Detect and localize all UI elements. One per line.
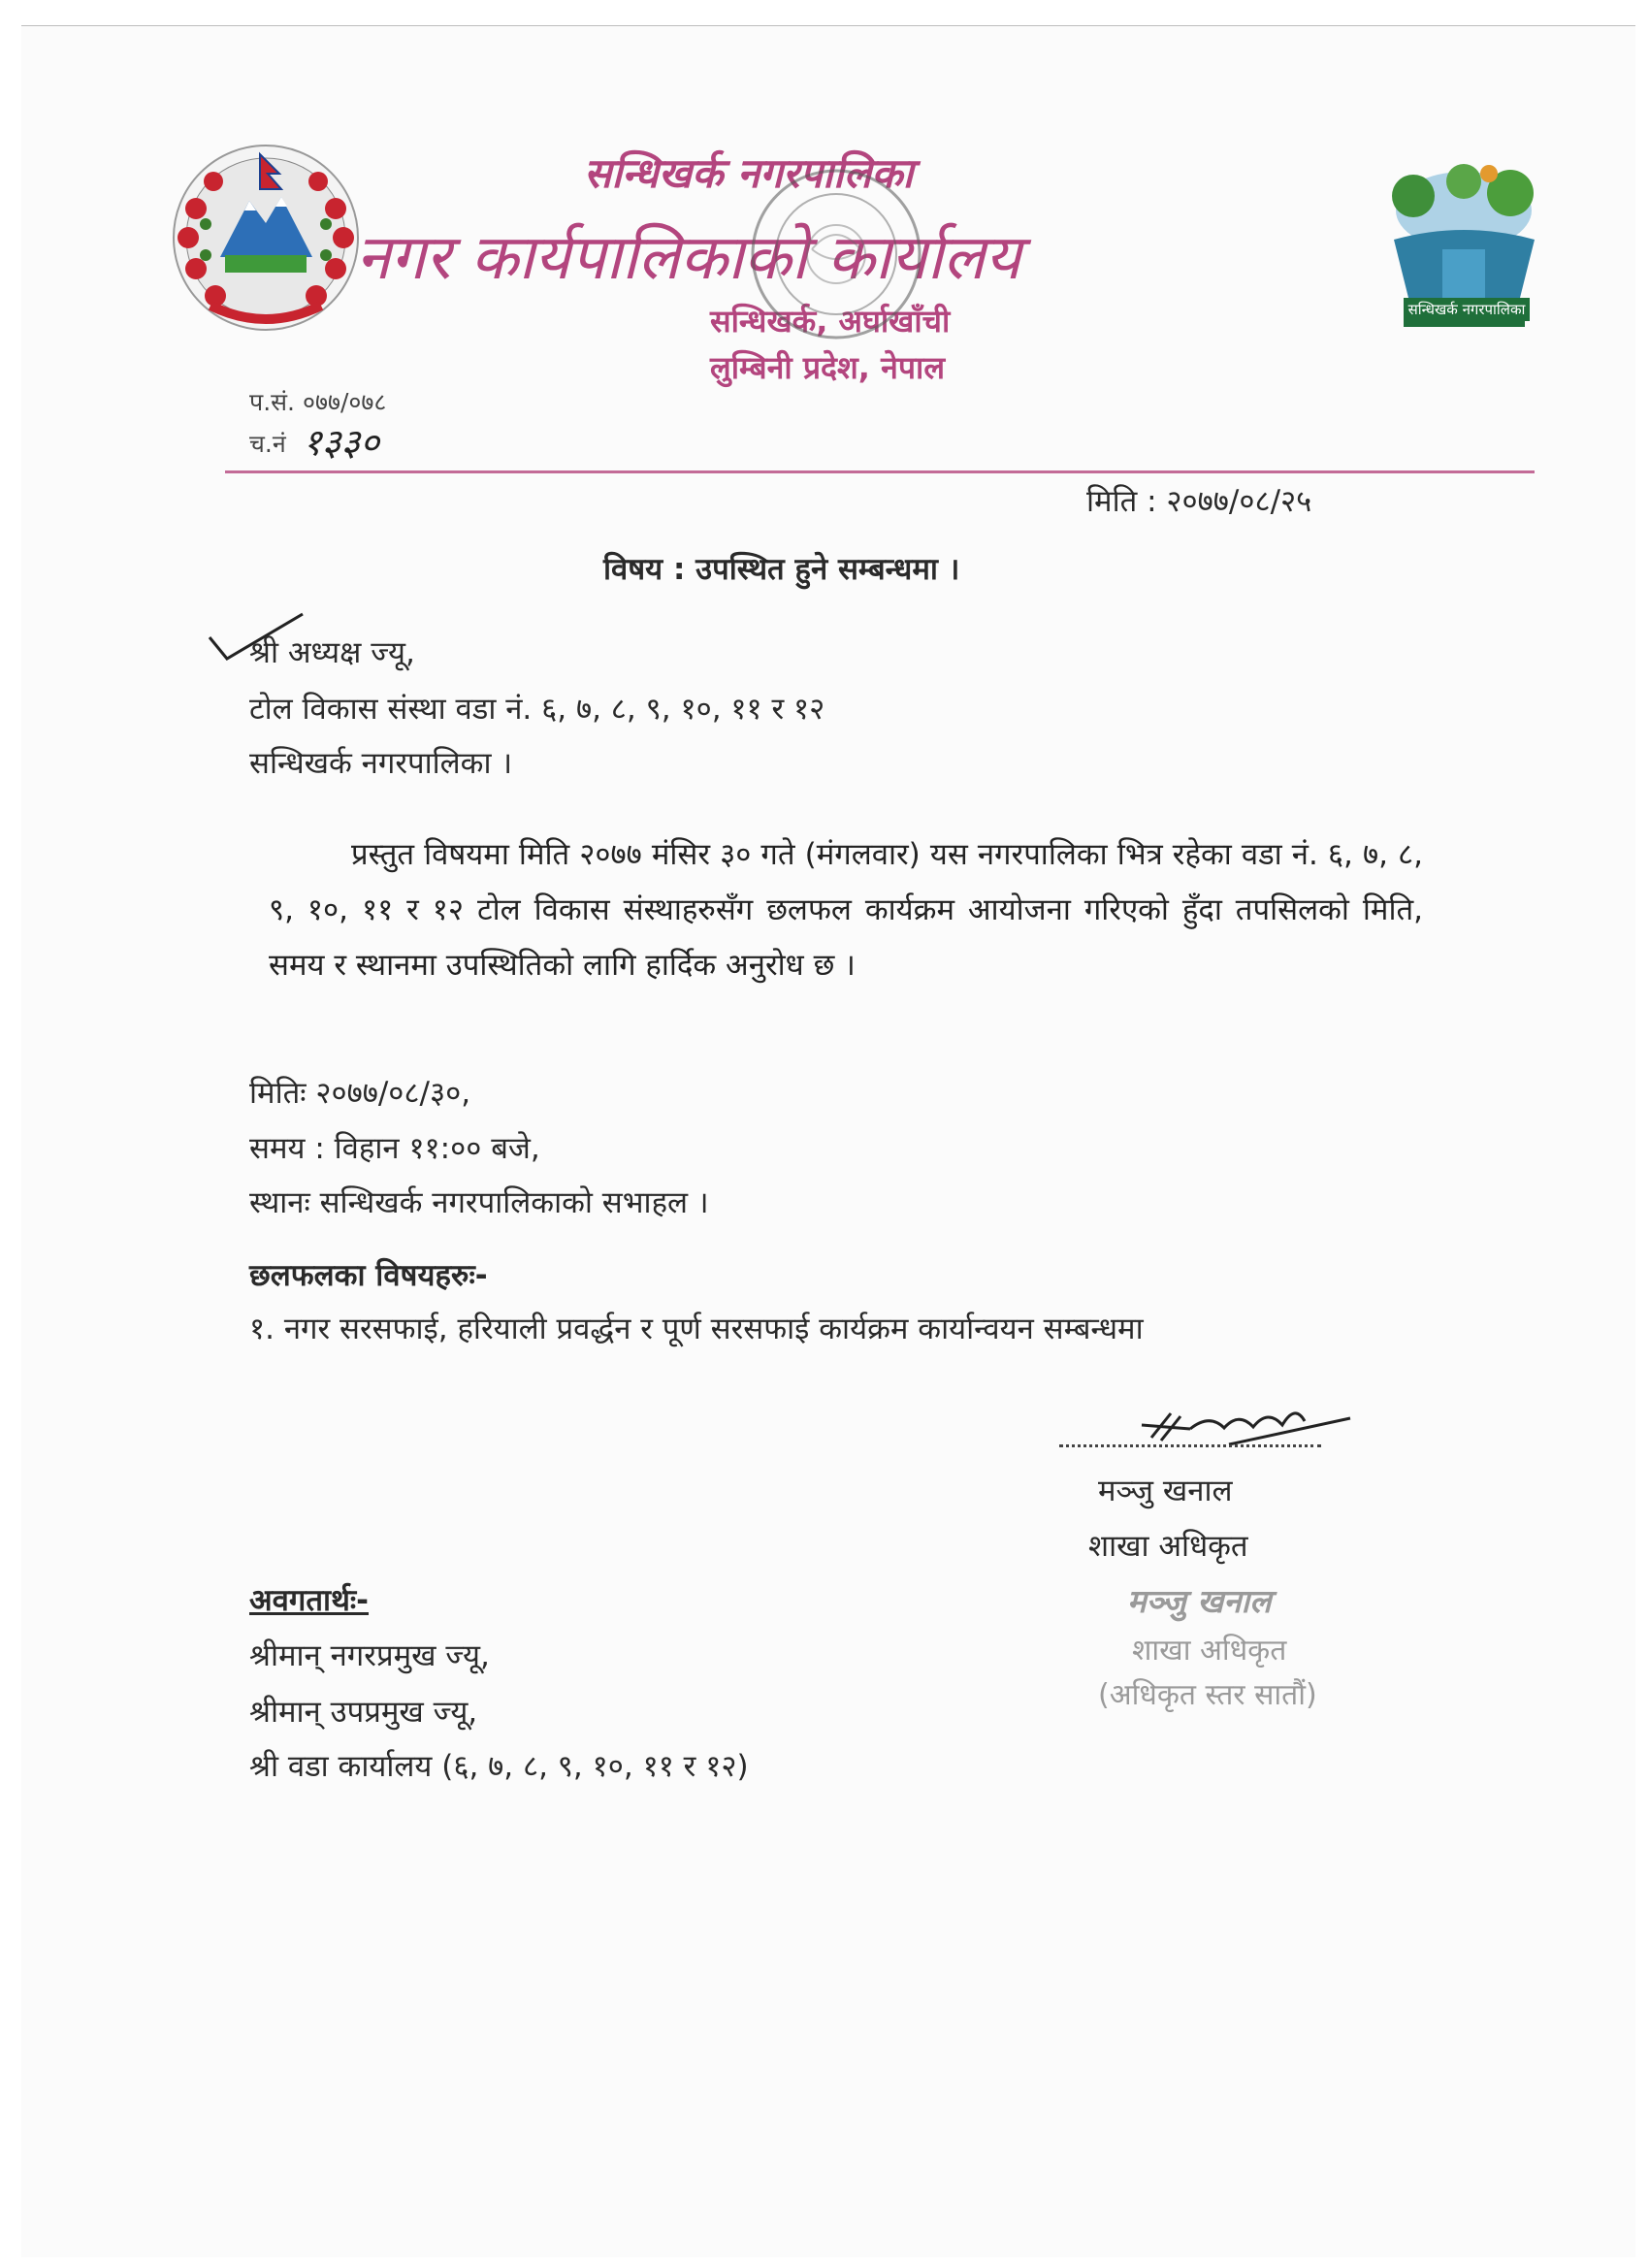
- dispatch-label: च.नं: [249, 430, 286, 458]
- dispatch-number-handwritten: १३३०: [303, 421, 380, 464]
- right-logo-caption: सन्धिखर्क नगरपालिका: [1407, 301, 1526, 318]
- document-page: [21, 25, 1635, 2257]
- cc-item-3: श्री वडा कार्यालय (६, ७, ८, ९, १०, ११ र १२): [249, 1749, 749, 1784]
- letter-date: मिति : २०७७/०८/२५: [1086, 484, 1312, 519]
- office-title: नगर कार्यपालिकाको कार्यालय: [356, 222, 1021, 294]
- nepal-emblem-logo: [167, 141, 366, 335]
- signatory-designation: शाखा अधिकृत: [1088, 1529, 1248, 1564]
- recipient-line-1: श्री अध्यक्ष ज्यू,: [249, 635, 415, 670]
- office-round-stamp: [744, 162, 928, 346]
- municipality-name: सन्धिखर्क नगरपालिका: [584, 149, 914, 197]
- recipient-line-2: टोल विकास संस्था वडा नं. ६, ७, ८, ९, १०, ११ र १२: [249, 692, 825, 727]
- topics-heading: छलफलका विषयहरुः-: [249, 1258, 488, 1293]
- letterhead-rule: [225, 470, 1535, 473]
- topic-item-1: १. नगर सरसफाई, हरियाली प्रवर्द्धन र पूर्ण सरसफाई कार्यक्रम कार्यान्वयन सम्बन्धमा: [249, 1312, 1144, 1346]
- schedule-date: मितिः २०७७/०८/३०,: [249, 1076, 471, 1111]
- office-province: लुम्बिनी प्रदेश, नेपाल: [710, 349, 946, 386]
- recipient-line-3: सन्धिखर्क नगरपालिका ।: [249, 746, 513, 781]
- body-paragraph: प्रस्तुत विषयमा मिति २०७७ मंसिर ३० गते (मंगलवार) यस नगरपालिका भित्र रहेका वडा नं. ६, ७, ८, ९, १०, ११ र १२ टोल विकास संस्थाहरुसँग छलफल कार्यक्रम आयोजना गरिएको हुँदा तपसिलको मिति, समय र स्थानमा उपस्थितिको लागि हार्दिक अनुरोध छ ।: [269, 837, 1423, 983]
- fiscal-year: प.सं. ०७७/०७८: [249, 388, 387, 416]
- signature-handwritten: [1132, 1384, 1365, 1462]
- cc-item-1: श्रीमान् नगरप्रमुख ज्यू,: [249, 1638, 490, 1673]
- schedule-time: समय : विहान ११:०० बजे,: [249, 1131, 540, 1166]
- schedule-venue: स्थानः सन्धिखर्क नगरपालिकाको सभाहल ।: [249, 1185, 709, 1220]
- signature-line: [1059, 1444, 1321, 1447]
- signatory-name: मञ्जु खनाल: [1098, 1474, 1233, 1508]
- stamp-designation: शाखा अधिकृत: [1132, 1634, 1287, 1668]
- stamp-name: मञ्जु खनाल: [1127, 1582, 1272, 1620]
- stamp-level: (अधिकृत स्तर सातौं): [1098, 1678, 1317, 1712]
- office-location: सन्धिखर्क, अर्घाखाँची: [710, 303, 951, 340]
- cc-item-2: श्रीमान् उपप्रमुख ज्यू,: [249, 1695, 478, 1730]
- cc-heading: अवगतार्थः-: [249, 1583, 370, 1618]
- letter-subject: विषय : उपस्थित हुने सम्बन्धमा ।: [603, 552, 960, 587]
